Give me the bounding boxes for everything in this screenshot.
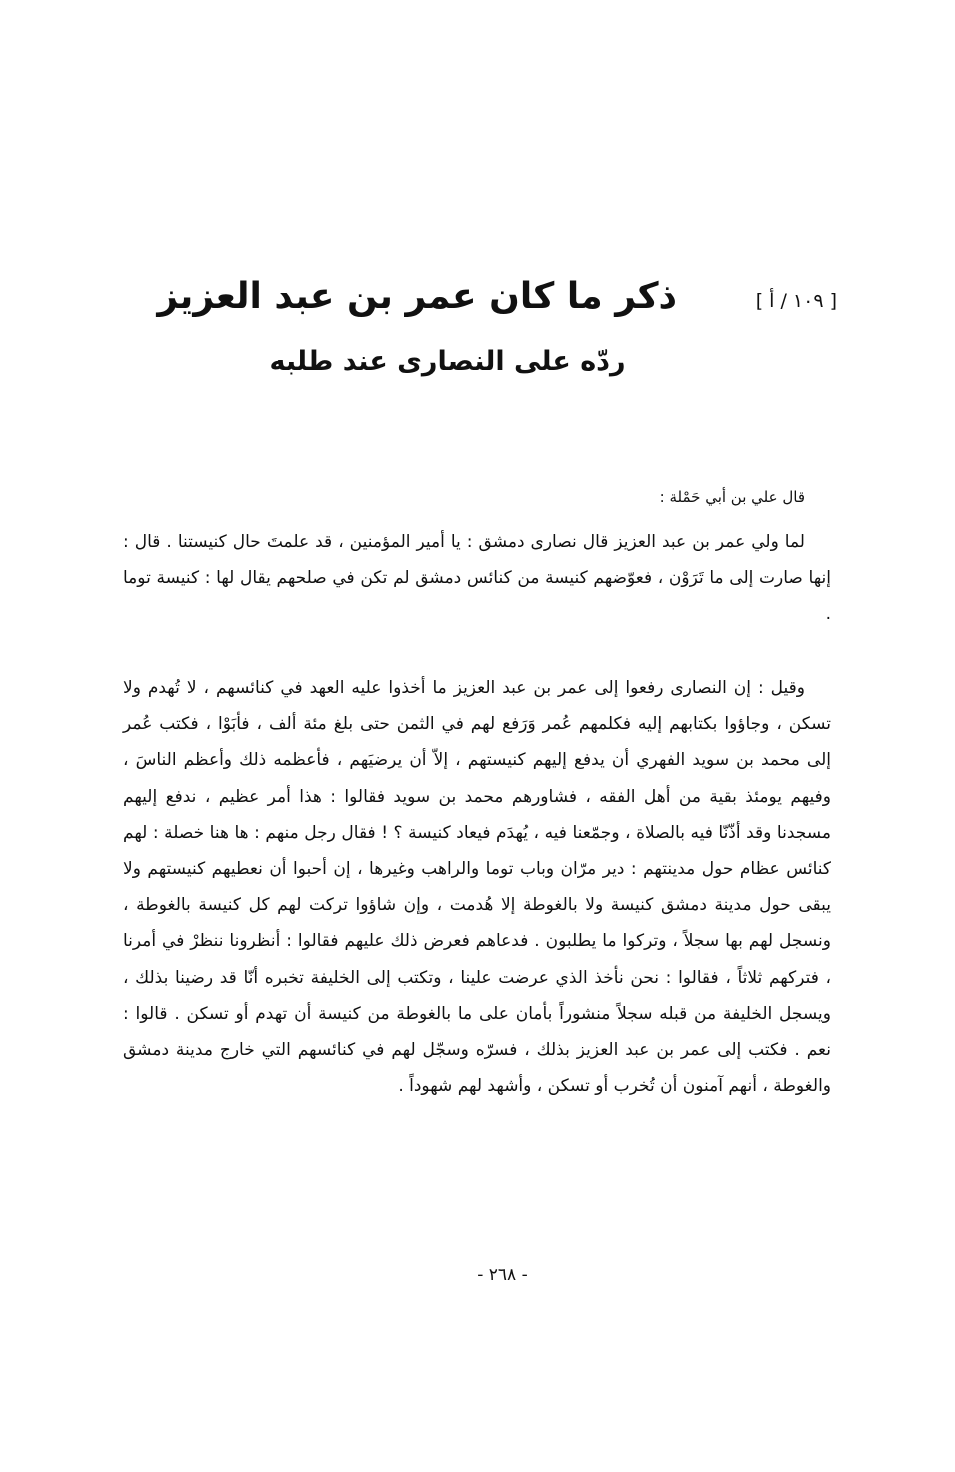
- narrator-attribution: قال علي بن أبي حَمْلة :: [659, 488, 805, 506]
- chapter-subtitle-text: ردّه على النصارى عند طلبه: [269, 346, 626, 377]
- body-paragraph-2: [123, 670, 831, 1104]
- page-number-text: - ٢٦٨ -: [477, 1265, 528, 1285]
- chapter-heading: [117, 276, 837, 332]
- folio-reference: [ ١٠٩ / أ ]: [755, 290, 837, 312]
- chapter-title: ذكر ما كان عمر بن عبد العزيز: [157, 276, 677, 317]
- body-paragraph-1: [123, 524, 831, 633]
- page-number: [0, 1265, 955, 1285]
- chapter-subtitle: [0, 346, 955, 377]
- paragraph-text: وقيل : إن النصارى رفعوا إلى عمر بن عبد العزيز ما أخذوا عليه العهد في كنائسهم ، لا تُهدم ولا تسكن ، وجاؤوا بكتابهم إليه فكلمهم عُمر وَرَفع لهم في الثمن حتى بلغ مئة ألف ، فأبَوْا ، فكتب عُمر إلى محمد بن سويد الفهري أن يدفع إليهم كنيستهم ، إلاّ أن يرضيَهم ، فأعظمه ذلك وأعظم الناسَ ، وفيهم يومئذ بقية من أهل الفقه ، فشاورهم محمد بن سويد فقالوا : هذا أمر عظيم ، ندفع إليهم مسجدنا وقد أذّنّا فيه بالصلاة ، وجمّعنا فيه ، يُهدَم فيعاد كنيسة ؟ ! فقال رجل منهم : ها هنا خصلة : لهم كنائس عظام حول مدينتهم : دير مرّان وباب توما والراهب وغيرها ، إن أحبوا أن نعطيهم كنيستهم ولا يبقى حول مدينة دمشق كنيسة ولا بالغوطة إلا هُدمت ، وإن شاؤوا تركت لهم كل كنيسة بالغوطة ، ونسجل لهم بها سجلاً ، وتركوا ما يطلبون . فدعاهم فعرض ذلك عليهم فقالوا : أنظرونا ننظرْ في أمرنا ، فتركهم ثلاثاً ، فقالوا : نحن نأخذ الذي عرضت علينا ، وتكتب إلى الخليفة تخبره أنّا قد رضينا بذلك ، ويسجل الخليفة من قبله سجلاً منشوراً بأمان على ما بالغوطة من كنيسة أن تهدم أو تسكن . قالوا : نعم . فكتب إلى عمر بن عبد العزيز بذلك ، فسرّه وسجّل لهم في كنائسهم التي خارج مدينة دمشق والغوطة ، أنهم آمنون أن تُخرب أو تسكن ، وأشهد لهم شهوداً .: [123, 678, 831, 1097]
- paragraph-text: لما ولي عمر بن عبد العزيز قال نصارى دمشق : يا أمير المؤمنين ، قد علمتَ حال كنيستنا . قال : إنها صارت إلى ما تَرَوْن ، فعوّضهم كنيسة من كنائس دمشق لم تكن في صلحهم يقال لها : كنيسة توما .: [123, 532, 831, 625]
